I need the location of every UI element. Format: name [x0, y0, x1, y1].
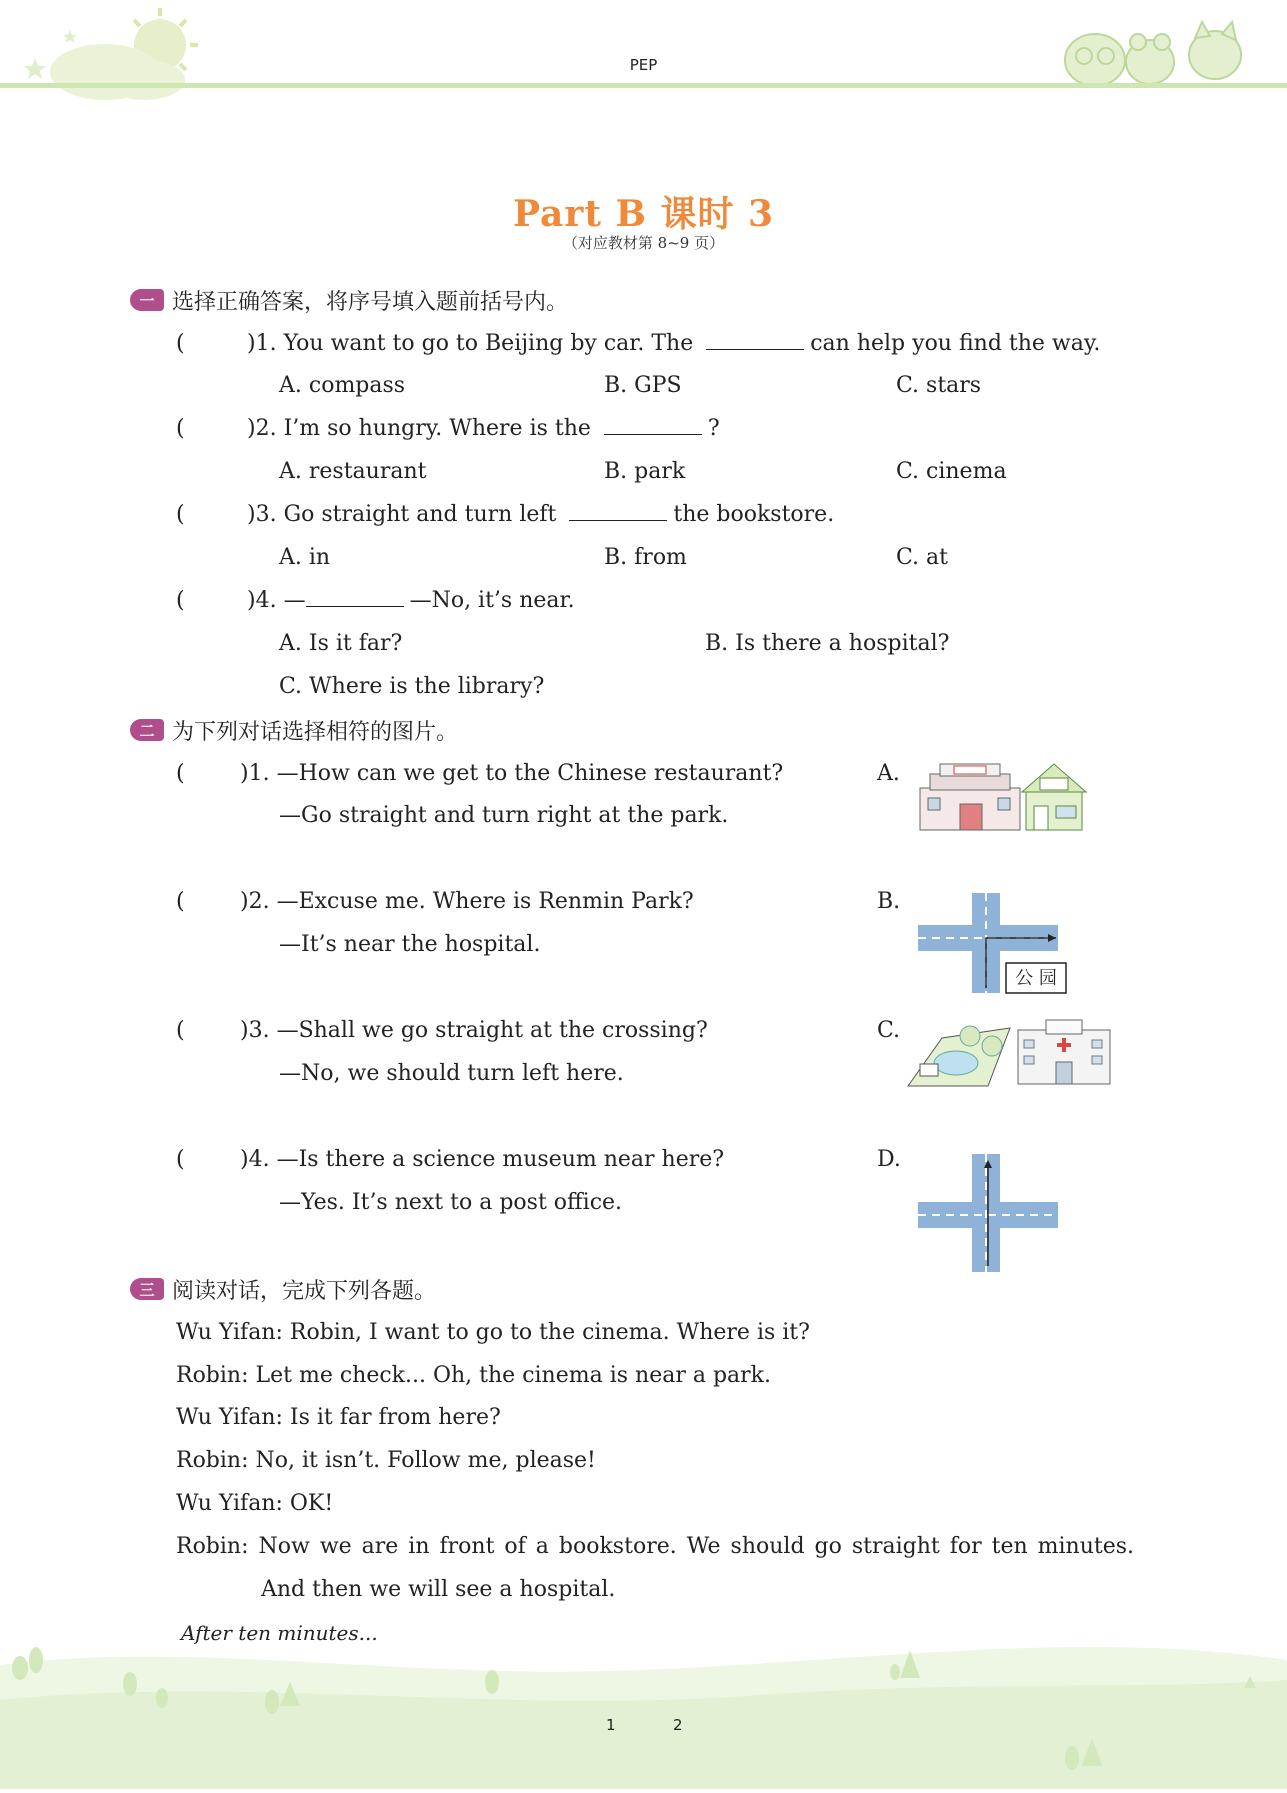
answer-blank[interactable] [569, 502, 667, 521]
museum-and-post-office-icon [918, 760, 1088, 839]
dialog-text: )2. —Excuse me. Where is Renmin Park? [240, 889, 694, 914]
dialog-text: )1. —How can we get to the Chinese restaurant? [240, 761, 784, 786]
question-stem: )1. You want to go to Beijing by car. The [247, 331, 694, 356]
answer-paren[interactable]: ( [176, 502, 185, 527]
s1-q1-option-b: B. GPS [604, 373, 682, 398]
crossing-turn-right-icon [918, 893, 1068, 1002]
reading-line-2: Robin: Let me check... Oh, the cinema is near a park. [176, 1363, 771, 1388]
s1-question-2 [176, 414, 720, 444]
s1-q4-option-a: A. Is it far? [279, 631, 403, 656]
park-sign-label: 公 园 [1015, 968, 1057, 989]
s2-dialog-4-line-2: —Yes. It’s next to a post office. [279, 1190, 623, 1215]
section-2-heading [130, 716, 458, 744]
crossing-go-straight-icon [918, 1154, 1063, 1278]
s1-question-4 [176, 586, 575, 616]
s1-question-3 [176, 500, 834, 530]
section-1-badge: 一 [130, 289, 164, 311]
picture-d-letter: D. [877, 1147, 901, 1172]
s1-question-1 [176, 329, 1100, 359]
header-decoration [0, 0, 1287, 110]
page-subtitle: （对应教材第 8~9 页） [562, 234, 725, 252]
question-stem-end: ? [707, 416, 720, 441]
question-stem-end: —No, it’s near. [409, 588, 575, 613]
page-number-left: 1 [606, 1716, 616, 1734]
s2-dialog-1-line-1 [176, 759, 783, 789]
section-2-badge: 二 [130, 719, 164, 741]
section-3-badge: 三 [130, 1278, 164, 1300]
s1-q2-option-a: A. restaurant [279, 459, 427, 484]
question-stem-end: can help you find the way. [810, 331, 1101, 356]
answer-paren[interactable]: ( [176, 889, 185, 914]
reading-line-5: Wu Yifan: OK! [176, 1491, 334, 1516]
s2-dialog-3-line-2: —No, we should turn left here. [279, 1061, 624, 1086]
park-and-hospital-icon [906, 1018, 1116, 1092]
s2-dialog-1-line-2: —Go straight and turn right at the park. [279, 803, 729, 828]
narration-line: After ten minutes... [181, 1621, 378, 1645]
picture-a-letter: A. [877, 761, 900, 786]
section-2-instruction: 为下列对话选择相符的图片。 [172, 719, 459, 745]
answer-paren[interactable]: ( [176, 761, 185, 786]
section-1-heading [130, 286, 568, 314]
footer-landscape [0, 1620, 1287, 1789]
question-stem: )4. — [247, 588, 306, 613]
answer-blank[interactable] [306, 588, 404, 607]
s2-dialog-3-line-1 [176, 1016, 708, 1046]
section-1-instruction: 选择正确答案，将序号填入题前括号内。 [172, 289, 569, 315]
s1-q4-option-c: C. Where is the library? [279, 674, 545, 699]
s2-dialog-2-line-2: —It’s near the hospital. [279, 932, 541, 957]
reading-line-7: And then we will see a hospital. [261, 1577, 616, 1602]
section-3-instruction: 阅读对话，完成下列各题。 [172, 1278, 437, 1304]
section-3-heading [130, 1275, 436, 1303]
question-stem-end: the bookstore. [673, 502, 835, 527]
picture-b-letter: B. [877, 889, 901, 914]
answer-paren[interactable]: ( [176, 416, 185, 441]
page-number-right: 2 [673, 1716, 683, 1734]
s1-q1-option-c: C. stars [896, 373, 982, 398]
reading-line-6: Robin: Now we are in front of a bookstore. We should go straight for ten minutes. [176, 1534, 1135, 1559]
answer-blank[interactable] [706, 331, 804, 350]
answer-paren[interactable]: ( [176, 1018, 185, 1043]
s2-dialog-4-line-1 [176, 1145, 724, 1175]
question-stem: )3. Go straight and turn left [247, 502, 557, 527]
s1-q3-option-b: B. from [604, 545, 687, 570]
s1-q3-option-c: C. at [896, 545, 948, 570]
page-title: Part B 课时 3 [512, 193, 775, 235]
reading-line-4: Robin: No, it isn’t. Follow me, please! [176, 1448, 596, 1473]
picture-c-letter: C. [877, 1018, 901, 1043]
reading-line-1: Wu Yifan: Robin, I want to go to the cinema. Where is it? [176, 1320, 810, 1345]
answer-paren[interactable]: ( [176, 588, 185, 613]
s1-q3-option-a: A. in [279, 545, 331, 570]
s1-q4-option-b: B. Is there a hospital? [705, 631, 950, 656]
question-stem: )2. I’m so hungry. Where is the [247, 416, 591, 441]
series-label: PEP [629, 56, 658, 74]
header-art [0, 0, 1287, 110]
answer-blank[interactable] [604, 416, 702, 435]
cartoon-animals-icon [1065, 22, 1241, 86]
header-divider [0, 83, 1287, 88]
reading-line-3: Wu Yifan: Is it far from here? [176, 1405, 501, 1430]
s1-q2-option-c: C. cinema [896, 459, 1007, 484]
dialog-text: )4. —Is there a science museum near here? [240, 1147, 725, 1172]
answer-paren[interactable]: ( [176, 331, 185, 356]
s1-q2-option-b: B. park [604, 459, 686, 484]
dialog-text: )3. —Shall we go straight at the crossing? [240, 1018, 708, 1043]
s2-dialog-2-line-1 [176, 887, 694, 917]
s1-q1-option-a: A. compass [279, 373, 406, 398]
answer-paren[interactable]: ( [176, 1147, 185, 1172]
